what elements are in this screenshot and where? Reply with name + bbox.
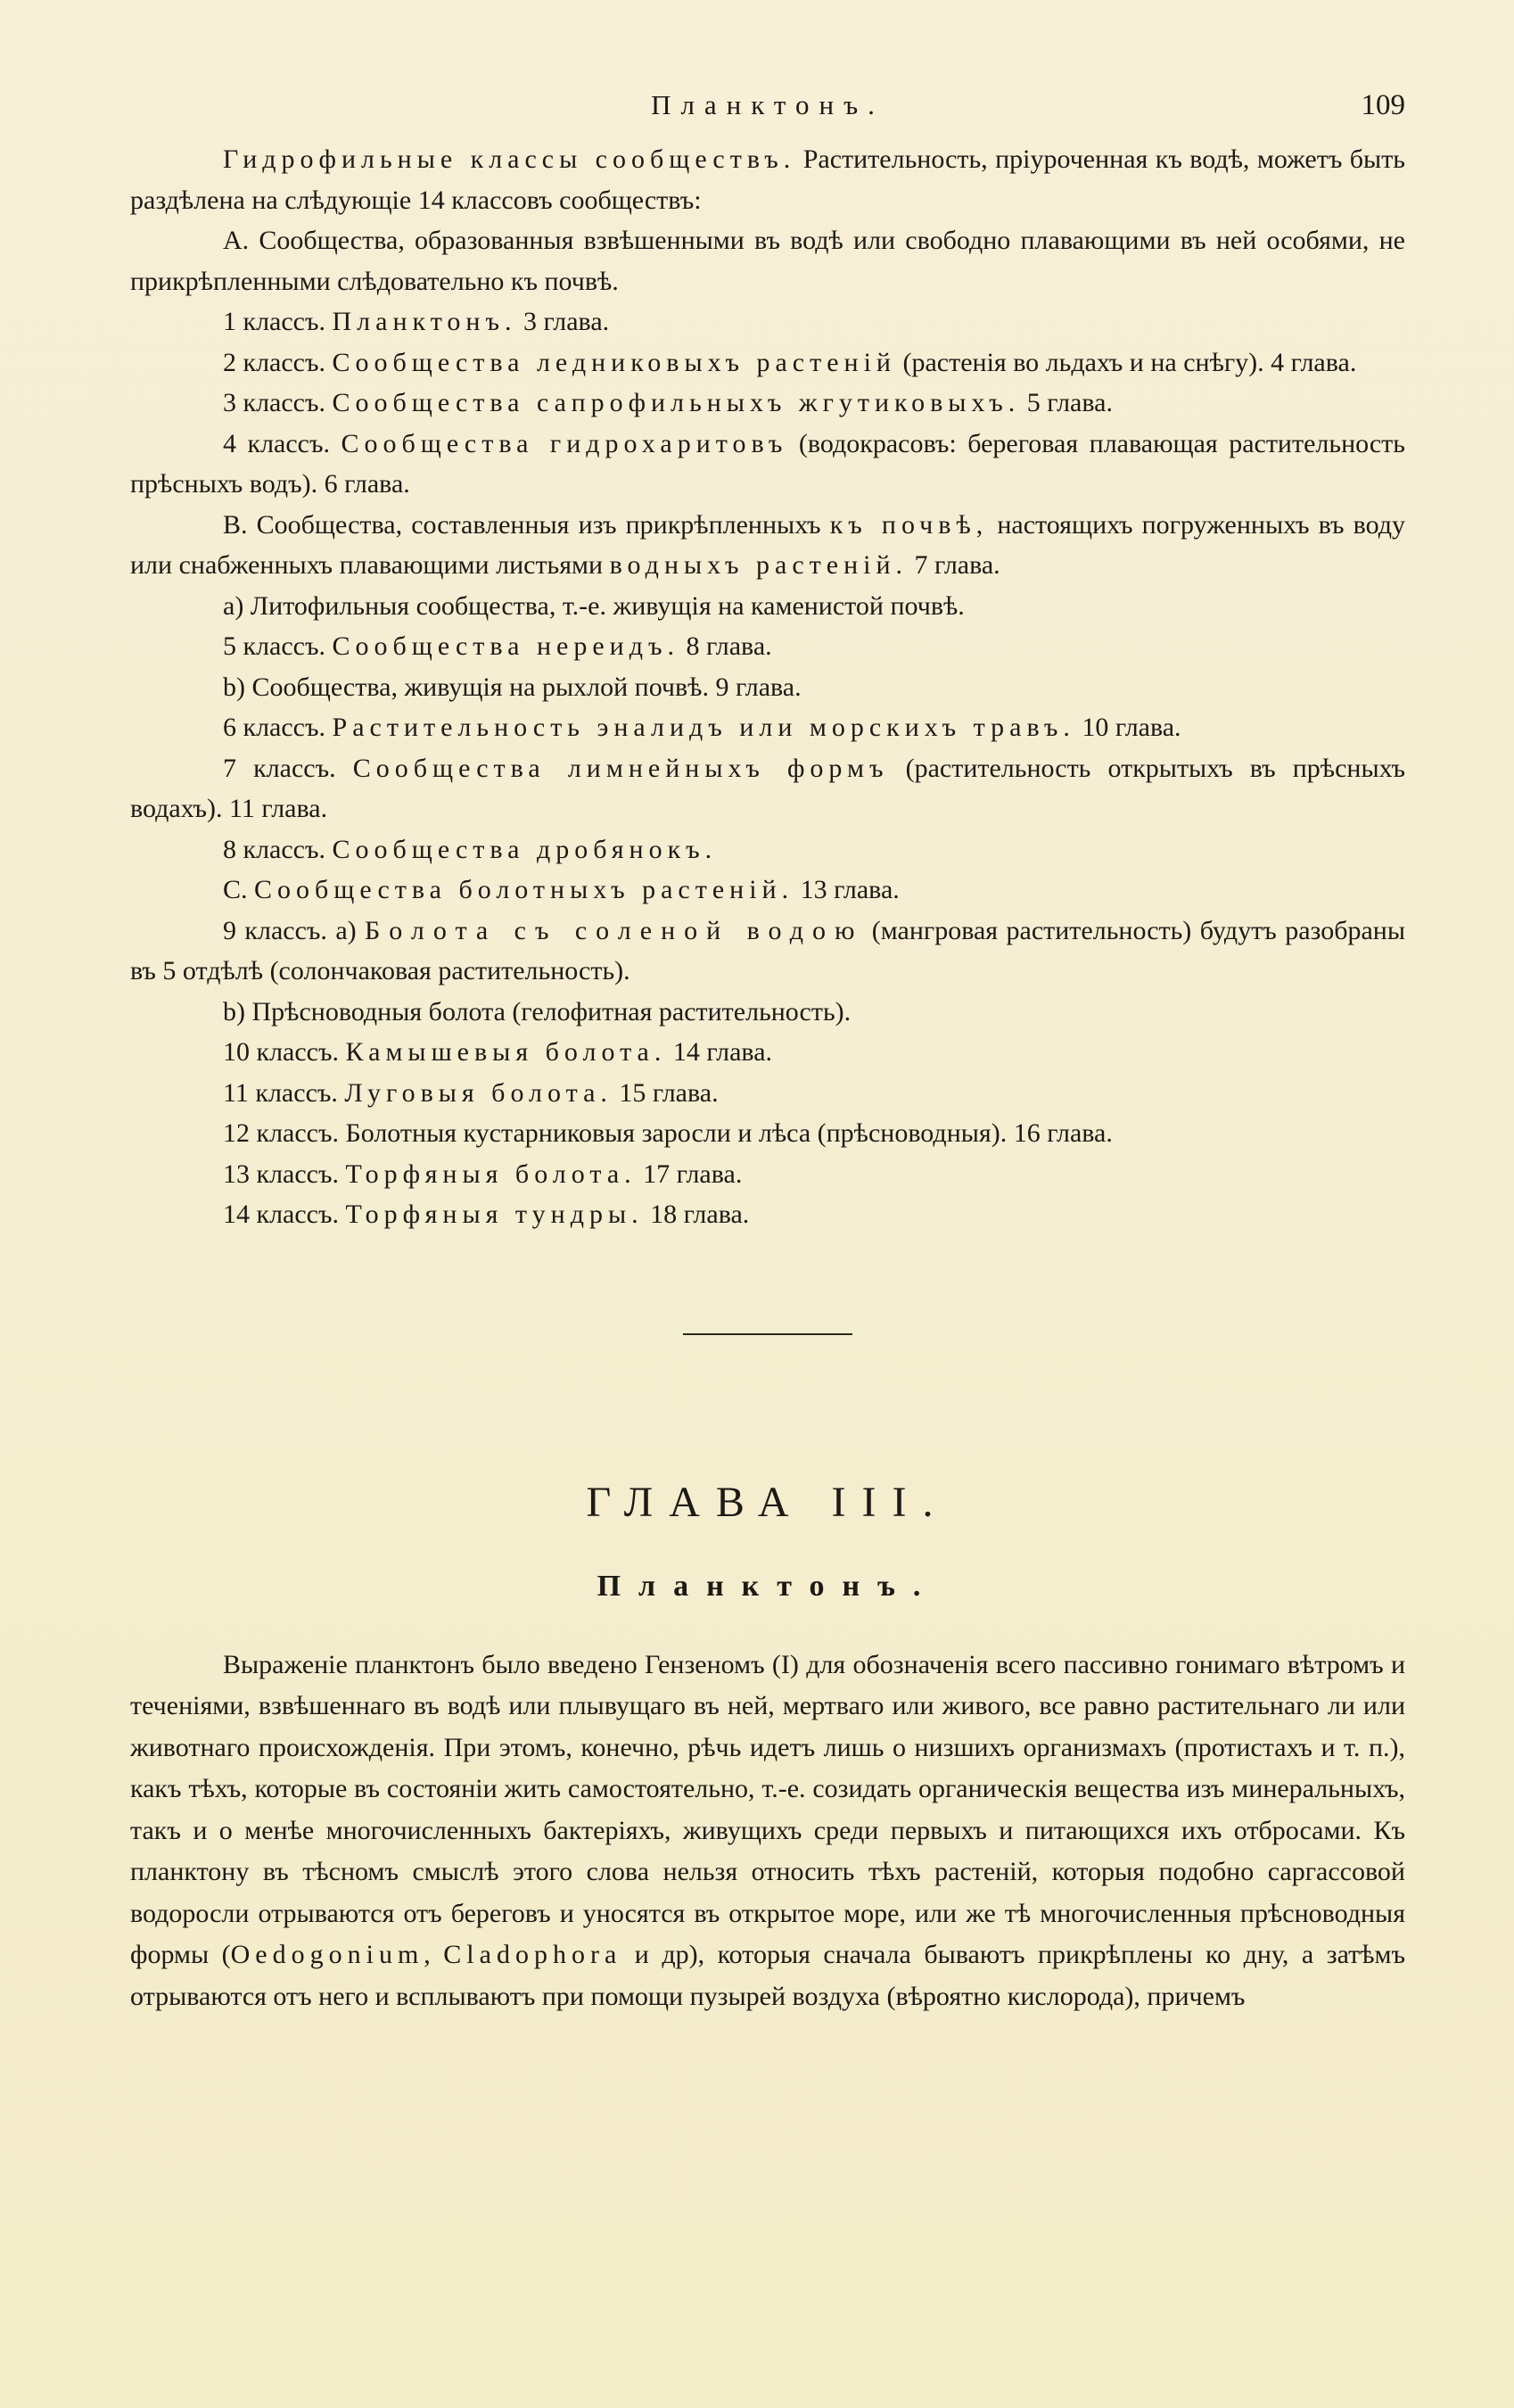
group-c-letter: С.: [223, 875, 255, 904]
class-8-name: Сообщества дробянокъ.: [332, 834, 718, 864]
chapter-heading: ГЛАВА III.: [586, 1478, 950, 1526]
class-7-chapter: (растительность открытыхъ въ прѣсныхъ водахъ). 11 глава.: [130, 753, 1405, 823]
class-13-name: Торфяныя болота.: [345, 1159, 637, 1189]
class-1-name: Планктонъ.: [332, 307, 517, 336]
class-14-name: Торфяныя тундры.: [345, 1200, 644, 1229]
chapter-subtitle: Планктонъ.: [597, 1569, 939, 1603]
class-11-number: 11 классъ.: [223, 1077, 345, 1108]
subgroup-b-freshwater: b) Прѣсноводныя болота (гелофитная растительность).: [223, 996, 852, 1027]
class-2-chapter: (растенія во льдахъ и на снѣгу). 4 глава.: [895, 347, 1357, 377]
class-5: [130, 626, 1405, 667]
body-text-part-1: Выраженіе планктонъ было введено Гензеномъ (I) для обозначенія всего пассивно гонимаго вѣтромъ и теченіями, взвѣшеннаго въ водѣ или плывущаго въ ней, мертваго или живого, все равно растительнаго ли или животнаго происхожденія. При этомъ, конечно, рѣчь идетъ лишь о низшихъ организмахъ (протистахъ и т. п.), какъ тѣхъ, которые въ состояніи жить самостоятельно, т.-е. созидать органическія вещества изъ минеральныхъ, такъ и о менѣе многочисленныхъ бактеріяхъ, живущихъ среди первыхъ и питающихся ихъ отбросами. Къ планктону въ тѣсномъ смыслѣ этого слова нельзя относить тѣхъ растеній, которыя подобно саргассовой водоросли отрываются отъ береговъ и уносятся въ открытое море, или же тѣ многочисленныя прѣсноводныя формы (: [130, 1649, 1405, 1969]
class-6: [130, 707, 1405, 748]
body-text-part-2: ,: [424, 1940, 444, 1969]
class-1-number: 1 классъ.: [223, 307, 333, 336]
class-1: [130, 301, 1405, 342]
book-page: [130, 89, 1405, 2017]
group-c: [130, 870, 1405, 911]
genus-oedogonium: Oedogonium: [230, 1940, 424, 1969]
class-4-name: Сообщества гидрохаритовъ: [341, 428, 788, 458]
class-9: [130, 911, 1405, 992]
group-a: А. Сообщества, образованныя взвѣшенными въ водѣ или свободно плавающими въ ней особями, не прикрѣпленными слѣдовательно къ почвѣ.: [130, 226, 1405, 296]
chapter-body: [130, 1645, 1405, 2018]
class-10-chapter: 14 глава.: [666, 1037, 773, 1067]
class-14: [130, 1194, 1405, 1235]
class-13: [130, 1154, 1405, 1195]
class-9-name: Болота съ соленой водою: [365, 915, 864, 945]
class-3: [130, 383, 1405, 424]
class-11-name: Луговыя болота.: [344, 1077, 613, 1108]
class-2-number: 2 классъ.: [223, 347, 333, 377]
class-2-name: Сообщества ледниковыхъ растеній: [332, 347, 896, 377]
class-6-number: 6 классъ.: [223, 713, 333, 742]
body-paragraph: [130, 1645, 1405, 2018]
class-7: [130, 748, 1405, 829]
class-12: 12 классъ. Болотныя кустарниковыя заросли и лѣса (прѣсноводныя). 16 глава.: [223, 1118, 1113, 1148]
class-8-number: 8 классъ.: [223, 834, 333, 864]
running-head: [130, 89, 1405, 139]
class-2: [130, 342, 1405, 383]
subgroup-a: a) Литофильныя сообщества, т.-е. живущія на каменистой почвѣ.: [223, 590, 965, 621]
subgroup-b: b) Сообщества, живущія на рыхлой почвѣ. 9 глава.: [223, 672, 802, 702]
class-13-number: 13 классъ.: [223, 1159, 346, 1189]
class-1-chapter: 3 глава.: [516, 307, 610, 336]
class-5-number: 5 классъ.: [223, 631, 333, 661]
class-4-number: 4 классъ.: [223, 428, 341, 458]
intro-rest: Растительность, пріуроченная къ водѣ, можетъ быть раздѣлена на слѣдующіе 14 классовъ сообществъ:: [130, 144, 1405, 215]
group-b-chapter: 7 глава.: [908, 550, 1000, 580]
group-c-name: Сообщества болотныхъ растеній.: [254, 875, 794, 904]
group-b-middle: настоящихъ погруженныхъ въ воду или снабженныхъ плавающими листьями: [130, 509, 1405, 580]
class-11-chapter: 15 глава.: [612, 1077, 719, 1108]
class-3-chapter: 5 глава.: [1020, 388, 1113, 417]
class-4-chapter: (водокрасовъ: береговая плавающая растительность прѣсныхъ водъ). 6 глава.: [130, 428, 1405, 499]
class-8: [130, 829, 1405, 870]
class-9-chapter: (мангровая растительность) будутъ разобраны въ 5 отдѣлѣ (солончаковая растительность).: [130, 915, 1405, 985]
class-10-number: 10 классъ.: [223, 1037, 346, 1067]
class-7-name: Сообщества лимнейныхъ формъ: [352, 753, 889, 783]
class-4: [130, 424, 1405, 505]
class-13-chapter: 17 глава.: [636, 1159, 743, 1189]
page-number: 109: [1361, 89, 1405, 121]
class-3-number: 3 классъ.: [223, 388, 333, 417]
class-14-chapter: 18 глава.: [643, 1200, 750, 1229]
intro-paragraph: [130, 139, 1405, 220]
class-11: [130, 1073, 1405, 1114]
class-6-name: Растительность эналидъ или морскихъ травъ.: [332, 713, 1075, 742]
class-5-name: Сообщества нереидъ.: [332, 631, 679, 661]
group-b-spaced-1: къ почвѣ,: [829, 509, 989, 540]
class-3-name: Сообщества сапрофильныхъ жгутиковыхъ.: [332, 388, 1021, 417]
group-c-chapter: 13 глава.: [794, 875, 900, 904]
group-b: [130, 505, 1405, 586]
class-10: [130, 1032, 1405, 1073]
body-text-part-3: и др), которыя сначала бываютъ прикрѣплены ко дну, а затѣмъ отрываются отъ него и всплываютъ при помощи пузырей воздуха (вѣроятно кислорода), причемъ: [130, 1940, 1406, 2011]
intro-lead: Гидрофильные классы сообществъ.: [223, 144, 796, 174]
group-b-lead: В. Сообщества, составленныя изъ прикрѣпленныхъ: [223, 509, 830, 540]
class-5-chapter: 8 глава.: [679, 631, 772, 661]
class-6-chapter: 10 глава.: [1074, 713, 1181, 742]
class-9-number: 9 классъ. a): [223, 915, 366, 945]
genus-cladophora: Cladophora: [443, 1940, 622, 1969]
class-7-number: 7 классъ.: [223, 753, 353, 783]
group-b-spaced-2: водныхъ растеній.: [609, 550, 909, 580]
class-14-number: 14 классъ.: [223, 1200, 346, 1229]
class-10-name: Камышевыя болота.: [345, 1037, 667, 1067]
section-divider: [683, 1333, 852, 1335]
running-title: Планктонъ.: [651, 89, 885, 120]
